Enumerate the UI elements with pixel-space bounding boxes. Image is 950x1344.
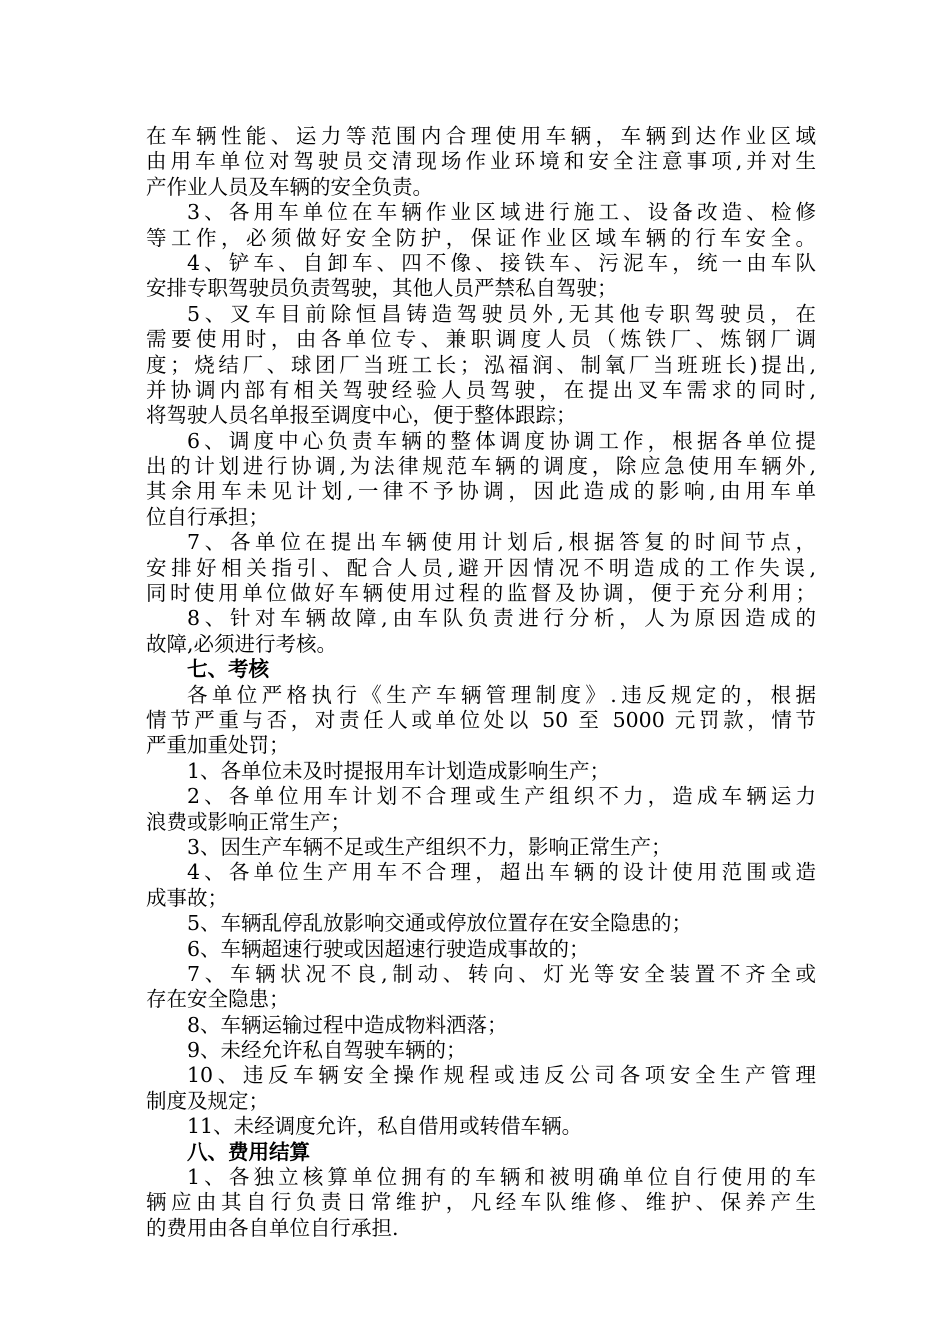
text-line: 在车辆性能、运力等范围内合理使用车辆，车辆到达作业区域 [146,124,816,148]
text-line: 位自行承担； [146,504,269,529]
text-line: 3、各用车单位在车辆作业区域进行施工、设备改造、检修 [187,200,816,225]
text-line: 3、因生产车辆不足或生产组织不力，影响正常生产； [187,834,672,859]
text-line: 6、车辆超速行驶或因超速行驶造成事故的； [187,936,590,961]
text-line: 8、车辆运输过程中造成物料洒落； [187,1012,508,1037]
text-line: 6、调度中心负责车辆的整体调度协调工作，根据各单位提 [187,428,816,453]
text-line: 同时使用单位做好车辆使用过程的监督及协调，便于充分利用； [146,581,816,606]
text-line: 8、针对车辆故障,由车队负责进行分析，人为原因造成的 [187,606,816,631]
text-line: 情节严重与否，对责任人或单位处以 50 至 5000 元罚款，情节 [146,707,816,732]
text-line: 4、各单位生产用车不合理，超出车辆的设计使用范围或造 [187,860,816,885]
text-line: 等工作，必须做好安全防护，保证作业区域车辆的行车安全。 [146,225,816,250]
text-line: 出的计划进行协调,为法律规范车辆的调度，除应急使用车辆外, [146,454,816,479]
text-line: 2、各单位用车计划不合理或生产组织不力，造成车辆运力 [187,784,816,809]
section-heading: 八、费用结算 [187,1139,310,1164]
text-line: 的费用由各自单位自行承担. [146,1215,399,1240]
text-line: 1、各单位未及时提报用车计划造成影响生产； [187,758,611,783]
text-line: 存在安全隐患； [146,987,290,1012]
text-line: 4、铲车、自卸车、四不像、接铁车、污泥车，统一由车队 [187,250,816,275]
text-line: 10、违反车辆安全操作规程或违反公司各项安全生产管理 [187,1063,816,1088]
text-line: 故障,必须进行考核。 [146,631,338,656]
document-page [146,124,816,1241]
text-line: 产作业人员及车辆的安全负责。 [146,174,433,199]
text-line: 各单位严格执行《生产车辆管理制度》.违反规定的，根据 [187,682,816,707]
text-line: 度；烧结厂、球团厂当班工长；泓福润、制氧厂当班班长)提出, [146,352,816,377]
text-line: 并协调内部有相关驾驶经验人员驾驶，在提出叉车需求的同时, [146,377,816,402]
text-line: 浪费或影响正常生产； [146,809,351,834]
text-line: 5、叉车目前除恒昌铸造驾驶员外,无其他专职驾驶员，在 [187,301,816,326]
text-line: 1、各独立核算单位拥有的车辆和被明确单位自行使用的车 [187,1165,816,1190]
text-line: 辆应由其自行负责日常维护，凡经车队维修、维护、保养产生 [146,1190,816,1215]
text-line: 5、车辆乱停乱放影响交通或停放位置存在安全隐患的； [187,911,693,936]
text-line: 安排好相关指引、配合人员,避开因情况不明造成的工作失误, [146,555,816,580]
text-line: 安排专职驾驶员负责驾驶，其他人员严禁私自驾驶； [146,276,618,301]
text-line: 11、未经调度允许，私自借用或转借车辆。 [187,1114,583,1139]
text-line: 需要使用时，由各单位专、兼职调度人员（炼铁厂、炼钢厂调 [146,327,816,352]
text-line: 7、各单位在提出车辆使用计划后,根据答复的时间节点， [187,530,816,555]
text-line: 7、车辆状况不良,制动、转向、灯光等安全装置不齐全或 [187,961,816,986]
text-line: 9、未经允许私自驾驶车辆的； [187,1038,467,1063]
text-line: 将驾驶人员名单报至调度中心，便于整体跟踪； [146,403,577,428]
text-line: 制度及规定； [146,1088,269,1113]
text-line: 成事故； [146,885,228,910]
section-heading: 七、考核 [187,657,269,682]
text-line: 其余用车未见计划,一律不予协调，因此造成的影响,由用车单 [146,479,816,504]
text-line: 严重加重处罚； [146,733,290,758]
text-line: 由用车单位对驾驶员交清现场作业环境和安全注意事项,并对生 [146,149,816,174]
